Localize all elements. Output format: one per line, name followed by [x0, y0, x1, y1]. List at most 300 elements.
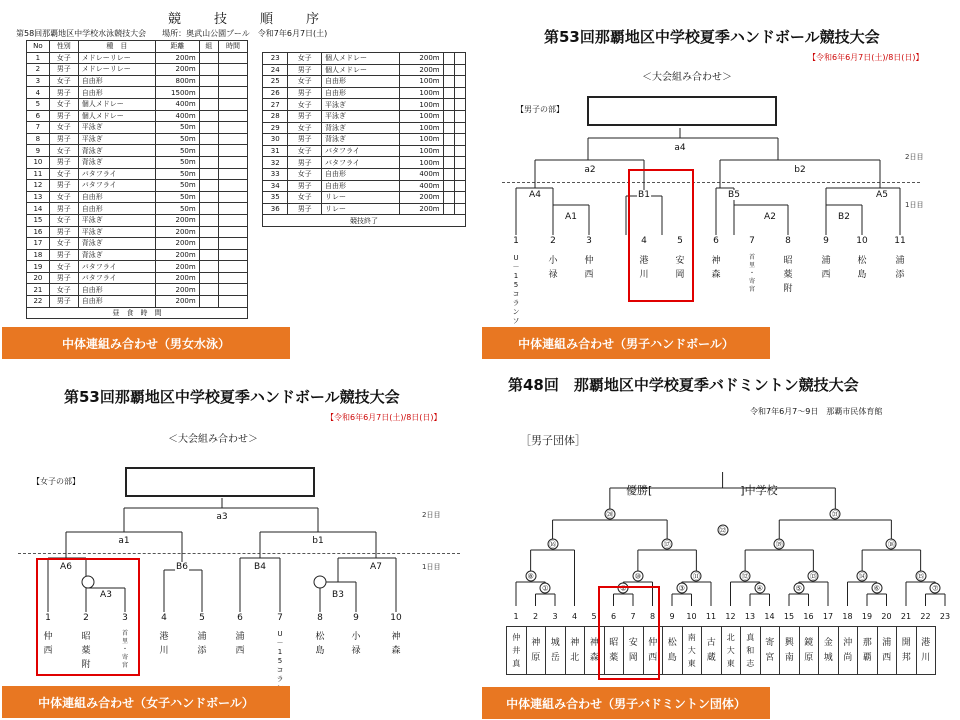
team-number: 8	[785, 236, 791, 246]
girls-division-label: 【女子の部】	[32, 477, 80, 486]
swim-cell: 平泳ぎ	[78, 226, 155, 238]
swim-cell: 男子	[288, 64, 322, 76]
badminton-banner: 中体連組み合わせ（男子バドミントン団体）	[482, 687, 770, 719]
swim-cell: 女子	[288, 168, 322, 180]
swim-cell: 50m	[156, 191, 200, 203]
swim-empty-cell	[219, 249, 248, 261]
swim-cell: 背泳ぎ	[78, 249, 155, 261]
team-number: 2	[550, 236, 556, 246]
team-name: 昭 薬 附	[783, 256, 793, 294]
team-name: 小 禄	[548, 256, 558, 280]
swim-cell: 9	[27, 145, 50, 157]
swim-empty-cell	[443, 180, 454, 192]
swim-cell: 200m	[156, 296, 200, 308]
swim-empty-cell	[219, 214, 248, 226]
swim-cell: 400m	[400, 168, 443, 180]
swim-cell: 女子	[49, 168, 78, 180]
swim-empty-cell	[454, 64, 465, 76]
swim-cell: 100m	[400, 99, 443, 111]
team-number: 5	[591, 612, 597, 621]
swim-cell: 男子	[49, 203, 78, 215]
swim-empty-cell	[219, 110, 248, 122]
swim-cell: 男子	[288, 203, 322, 215]
swim-cell: 200m	[156, 64, 200, 76]
swim-cell: 女子	[49, 238, 78, 250]
team-number: 11	[894, 236, 906, 246]
team-name: 首 里 ・ 寄 宮	[748, 254, 755, 293]
swim-row	[27, 87, 248, 99]
swim-empty-cell	[199, 272, 218, 284]
swim-cell: 女子	[49, 284, 78, 296]
swim-empty-cell	[454, 76, 465, 88]
swim-empty-cell	[219, 180, 248, 192]
swim-empty-cell	[443, 192, 454, 204]
team-name: 浦 添	[895, 256, 905, 280]
swim-empty-cell	[443, 157, 454, 169]
swim-empty-cell	[219, 64, 248, 76]
swim-empty-cell	[199, 75, 218, 87]
swim-cell: 200m	[156, 238, 200, 250]
school-cell: 仲 西	[643, 627, 663, 675]
swim-cell: 50m	[156, 203, 200, 215]
match-mark: ⑳	[606, 510, 614, 518]
team-number: 9	[823, 236, 829, 246]
swim-empty-cell	[454, 192, 465, 204]
swim-cell: 1	[27, 52, 50, 64]
girls-handball-title: 第53回那覇地区中学校夏季ハンドボール競技大会	[64, 388, 400, 406]
school-cell: 北 大 東	[721, 627, 741, 675]
boys-handball-panel	[480, 0, 960, 360]
swim-cell: 10	[27, 156, 50, 168]
match-mark: ⑭	[858, 572, 866, 580]
swim-cell: 200m	[400, 64, 443, 76]
swim-cell: 32	[263, 157, 288, 169]
boys-handball-date: 【令和6年6月7日(土)/8日(日)】	[808, 53, 924, 62]
team-number: 5	[677, 236, 683, 246]
swim-row	[27, 284, 248, 296]
swim-empty-cell	[199, 145, 218, 157]
swim-cell: 女子	[288, 53, 322, 65]
swim-empty-cell	[219, 98, 248, 110]
swim-cell: 平泳ぎ	[78, 133, 155, 145]
badminton-highlight-box	[598, 586, 660, 680]
swim-empty-cell	[219, 296, 248, 308]
boys-division-label: 【男子の部】	[516, 105, 564, 114]
swim-cell: 200m	[156, 226, 200, 238]
school-cell: 興 南	[780, 627, 800, 675]
swim-cell: 男子	[49, 156, 78, 168]
team-name: 浦 西	[821, 256, 831, 280]
swim-row	[263, 157, 466, 169]
swim-empty-cell	[219, 284, 248, 296]
swim-cell: 7	[27, 122, 50, 134]
team-number: 13	[744, 612, 756, 621]
swim-cell: 18	[27, 249, 50, 261]
boys-node-A2: A2	[764, 212, 776, 222]
team-number: 10	[686, 612, 697, 621]
team-number: 8	[649, 612, 656, 621]
swim-empty-cell	[199, 191, 218, 203]
swim-cell: 男子	[49, 87, 78, 99]
swim-row	[27, 98, 248, 110]
swim-cell: 女子	[49, 214, 78, 226]
swim-empty-cell	[454, 180, 465, 192]
swim-empty-cell	[219, 133, 248, 145]
match-mark: ⑯	[549, 540, 557, 548]
swim-cell: 男子	[288, 87, 322, 99]
match-mark: ⑰	[663, 540, 671, 548]
swim-cell: 女子	[49, 145, 78, 157]
swim-row	[263, 53, 466, 65]
swim-cell: 200m	[156, 261, 200, 273]
swim-cell: バタフライ	[78, 261, 155, 273]
swim-cell: 3	[27, 75, 50, 87]
swim-empty-cell	[199, 87, 218, 99]
swim-row	[27, 180, 248, 192]
swim-cell: 400m	[400, 180, 443, 192]
swim-empty-cell	[219, 156, 248, 168]
girls-handball-banner: 中体連組み合わせ（女子ハンドボール）	[2, 686, 290, 718]
swim-row	[27, 191, 248, 203]
swim-empty-cell	[219, 191, 248, 203]
team-number: 11	[705, 612, 717, 621]
school-cell: 那 覇	[858, 627, 878, 675]
swim-cell: 女子	[288, 145, 322, 157]
swim-cell: 100m	[400, 87, 443, 99]
swim-cell: 27	[263, 99, 288, 111]
swim-empty-cell	[443, 203, 454, 215]
swim-empty-cell	[199, 261, 218, 273]
boys-day1-label: 1日目	[905, 201, 924, 209]
swim-col-header: 性別	[49, 41, 78, 53]
boys-highlight-box	[628, 169, 694, 302]
swim-cell: 200m	[400, 203, 443, 215]
swim-empty-cell	[443, 122, 454, 134]
school-cell: 開 邦	[897, 627, 917, 675]
swim-cell: 平泳ぎ	[78, 214, 155, 226]
team-number: 6	[610, 612, 617, 621]
swim-cell: 100m	[400, 76, 443, 88]
swim-row	[27, 238, 248, 250]
team-number: 2	[532, 612, 539, 621]
team-name: 仲 西	[584, 256, 594, 280]
swim-cell: 100m	[400, 145, 443, 157]
swim-cell: 11	[27, 168, 50, 180]
swim-empty-cell	[199, 110, 218, 122]
team-number: 4	[641, 236, 647, 246]
badminton-category: ［男子団体］	[520, 434, 586, 447]
school-cell: 沖 尚	[838, 627, 858, 675]
team-number: 3	[552, 612, 558, 621]
swim-row	[27, 214, 248, 226]
boys-handball-banner: 中体連組み合わせ（男子ハンドボール）	[482, 327, 770, 359]
swim-cell: 400m	[156, 98, 200, 110]
swim-cell: 男子	[288, 157, 322, 169]
school-cell: 港 川	[916, 627, 936, 675]
team-number: 4	[161, 613, 167, 623]
swim-cell: 男子	[288, 110, 322, 122]
swim-row	[263, 180, 466, 192]
match-mark: ①	[540, 583, 551, 594]
swim-empty-cell	[199, 284, 218, 296]
swim-cell: 200m	[156, 214, 200, 226]
swim-empty-cell	[443, 145, 454, 157]
swim-cell: 24	[263, 64, 288, 76]
swim-cell: 200m	[156, 284, 200, 296]
swim-cell: 100m	[400, 110, 443, 122]
girls-day1-label: 1日目	[422, 563, 441, 571]
school-cell: 南 大 東	[682, 627, 702, 675]
team-name: U － 1 5 コ ラ ン ソ	[512, 254, 520, 325]
swim-cell: 50m	[156, 122, 200, 134]
swim-cell: 13	[27, 191, 50, 203]
team-name: 港 川	[159, 632, 169, 656]
team-number: 15	[783, 612, 795, 621]
swim-empty-cell	[443, 76, 454, 88]
swim-row	[263, 192, 466, 204]
school-cell: 松 島	[663, 627, 683, 675]
swim-cell: 200m	[156, 249, 200, 261]
swim-cell: 17	[27, 238, 50, 250]
swim-row	[27, 110, 248, 122]
swim-empty-cell	[219, 272, 248, 284]
team-number: 14	[764, 612, 775, 621]
swim-cell: 50m	[156, 145, 200, 157]
swim-empty-cell	[199, 156, 218, 168]
match-mark: ⑱	[887, 540, 895, 548]
swim-order-table-left	[26, 40, 248, 319]
swim-empty-cell	[454, 110, 465, 122]
swim-cell: 自由形	[321, 87, 399, 99]
swim-cell: 背泳ぎ	[78, 156, 155, 168]
swim-cell: 30	[263, 134, 288, 146]
swim-cell: 男子	[49, 249, 78, 261]
team-number: 22	[920, 612, 931, 621]
swim-empty-cell	[199, 226, 218, 238]
swim-cell: 50m	[156, 133, 200, 145]
team-number: 18	[842, 612, 853, 621]
swim-empty-cell	[219, 75, 248, 87]
swim-row	[27, 133, 248, 145]
team-name: 港 川	[639, 256, 649, 280]
boys-bracket-lines	[480, 0, 960, 360]
swim-cell: 15	[27, 214, 50, 226]
girls-node-A6: A6	[60, 562, 72, 572]
swim-empty-cell	[443, 53, 454, 65]
badminton-info: 令和7年6月7～9日 那覇市民体育館	[750, 407, 883, 416]
swim-cell: 男子	[288, 180, 322, 192]
swim-cell: 女子	[288, 122, 322, 134]
girls-node-B4: B4	[254, 562, 266, 572]
girls-node-a1: a1	[118, 536, 130, 546]
swim-cell: 12	[27, 180, 50, 192]
team-number: 16	[803, 612, 814, 621]
swim-empty-cell	[454, 87, 465, 99]
team-name: 松 島	[857, 256, 867, 280]
team-number: 19	[861, 612, 873, 621]
team-number: 7	[277, 613, 283, 623]
swim-cell: バタフライ	[78, 272, 155, 284]
swim-cell: バタフライ	[321, 145, 399, 157]
team-number: 5	[199, 613, 205, 623]
girls-node-b1: b1	[312, 536, 324, 546]
swim-empty-cell	[454, 53, 465, 65]
swim-cell: 平泳ぎ	[321, 110, 399, 122]
boys-node-B2: B2	[838, 212, 850, 222]
swim-cell: 100m	[400, 134, 443, 146]
badminton-panel	[480, 360, 960, 720]
school-cell: 金 城	[819, 627, 839, 675]
school-cell: 浦 西	[877, 627, 897, 675]
match-mark: ㉑	[831, 510, 839, 518]
swim-empty-cell	[219, 122, 248, 134]
swim-cell: 男子	[49, 226, 78, 238]
swim-cell: 6	[27, 110, 50, 122]
swim-empty-cell	[454, 145, 465, 157]
boys-day2-label: 2日目	[905, 153, 924, 161]
team-number: 3	[586, 236, 592, 246]
swim-row	[263, 145, 466, 157]
match-mark: ②	[618, 583, 629, 594]
swim-cell: 個人メドレー	[321, 64, 399, 76]
swim-cell: 35	[263, 192, 288, 204]
swim-row	[27, 203, 248, 215]
swim-cell: 女子	[288, 99, 322, 111]
swim-right-footer: 競技終了	[263, 215, 466, 227]
swim-cell: 100m	[400, 157, 443, 169]
swim-cell: 女子	[49, 75, 78, 87]
team-name: 安 岡	[675, 256, 685, 280]
swim-row	[263, 203, 466, 215]
boys-node-B1: B1	[638, 190, 650, 200]
swim-cell: 個人メドレー	[78, 110, 155, 122]
swim-empty-cell	[199, 52, 218, 64]
swim-cell: 21	[27, 284, 50, 296]
badminton-champion-line: 優勝[ ]中学校	[626, 484, 778, 497]
school-cell: 昭 薬	[604, 627, 624, 675]
swim-cell: 自由形	[78, 87, 155, 99]
swim-empty-cell	[199, 133, 218, 145]
swim-row	[27, 296, 248, 308]
swim-row	[27, 261, 248, 273]
team-number: 1	[513, 236, 519, 246]
team-number: 6	[713, 236, 719, 246]
swim-cell: 平泳ぎ	[78, 122, 155, 134]
swim-cell: リレー	[321, 203, 399, 215]
team-number: 21	[900, 612, 912, 621]
swim-col-header: No	[27, 41, 50, 53]
swim-empty-cell	[199, 64, 218, 76]
school-cell: 神 原	[526, 627, 546, 675]
swim-subtitle: 第58回那覇地区中学校水泳競技大会 場所：奥武山公園プール 令和7年6月7日(土)	[16, 29, 328, 38]
swim-cell: 女子	[288, 192, 322, 204]
swim-cell: 31	[263, 145, 288, 157]
swim-cell: 29	[263, 122, 288, 134]
swim-empty-cell	[199, 98, 218, 110]
swim-cell: 16	[27, 226, 50, 238]
swim-empty-cell	[219, 168, 248, 180]
boys-node-a4: a4	[674, 143, 686, 153]
match-mark: ⑪	[692, 572, 700, 580]
boys-node-A4: A4	[529, 190, 541, 200]
swim-empty-cell	[454, 99, 465, 111]
swim-empty-cell	[443, 87, 454, 99]
swim-cell: 36	[263, 203, 288, 215]
match-mark: ⑫	[741, 572, 749, 580]
school-cell: 古 蔵	[702, 627, 722, 675]
swim-col-header: 時間	[219, 41, 248, 53]
team-number: 4	[571, 612, 578, 621]
swim-row	[27, 226, 248, 238]
team-name: 浦 添	[197, 632, 207, 656]
team-number: 23	[939, 612, 951, 621]
swim-cell: 自由形	[321, 76, 399, 88]
swim-row	[263, 134, 466, 146]
swim-col-header: 距離	[156, 41, 200, 53]
school-cell: 仲 井 真	[507, 627, 527, 675]
swim-empty-cell	[454, 134, 465, 146]
team-number: 9	[669, 612, 675, 621]
swim-cell: 800m	[156, 75, 200, 87]
swim-empty-cell	[219, 145, 248, 157]
team-name: 浦 西	[235, 632, 245, 656]
swim-cell: 自由形	[78, 203, 155, 215]
match-mark: ⑩	[632, 571, 643, 582]
match-mark: ⑥	[871, 583, 882, 594]
swim-empty-cell	[199, 238, 218, 250]
swim-cell: 男子	[49, 296, 78, 308]
swim-cell: 22	[27, 296, 50, 308]
team-name: 首 里 ・ 寄 宮	[121, 630, 128, 669]
swim-cell: バタフライ	[321, 157, 399, 169]
team-number: 9	[353, 613, 359, 623]
girls-handball-date: 【令和6年6月7日(土)/8日(日)】	[326, 413, 442, 422]
girls-handball-panel	[0, 360, 480, 720]
swim-cell: 200m	[400, 192, 443, 204]
school-cell: 安 岡	[624, 627, 644, 675]
swim-row	[263, 99, 466, 111]
swim-cell: 男子	[288, 134, 322, 146]
swim-cell: 2	[27, 64, 50, 76]
team-number: 8	[317, 613, 323, 623]
girls-highlight-box	[36, 558, 140, 676]
swim-empty-cell	[199, 249, 218, 261]
boys-node-B5: B5	[728, 190, 740, 200]
swim-empty-cell	[199, 180, 218, 192]
match-mark: ⑧	[525, 571, 536, 582]
swim-empty-cell	[219, 226, 248, 238]
swim-cell: バタフライ	[78, 180, 155, 192]
swim-empty-cell	[454, 122, 465, 134]
swim-cell: 100m	[400, 122, 443, 134]
swim-cell: 女子	[49, 261, 78, 273]
swim-cell: 25	[263, 76, 288, 88]
swim-cell: 女子	[49, 52, 78, 64]
match-mark: ⑦	[930, 583, 941, 594]
boys-node-a2: a2	[584, 165, 596, 175]
team-number: 10	[390, 613, 402, 623]
match-mark: ⑮	[917, 572, 925, 580]
team-name: 神 森	[711, 256, 721, 280]
match-mark: ⑤	[793, 583, 804, 594]
team-number: 1	[45, 613, 51, 623]
badminton-schools-table	[506, 626, 936, 675]
swim-cell: 背泳ぎ	[321, 122, 399, 134]
swim-cell: 50m	[156, 156, 200, 168]
swim-row	[263, 87, 466, 99]
girls-node-a3: a3	[216, 512, 228, 522]
team-number: 12	[725, 612, 736, 621]
